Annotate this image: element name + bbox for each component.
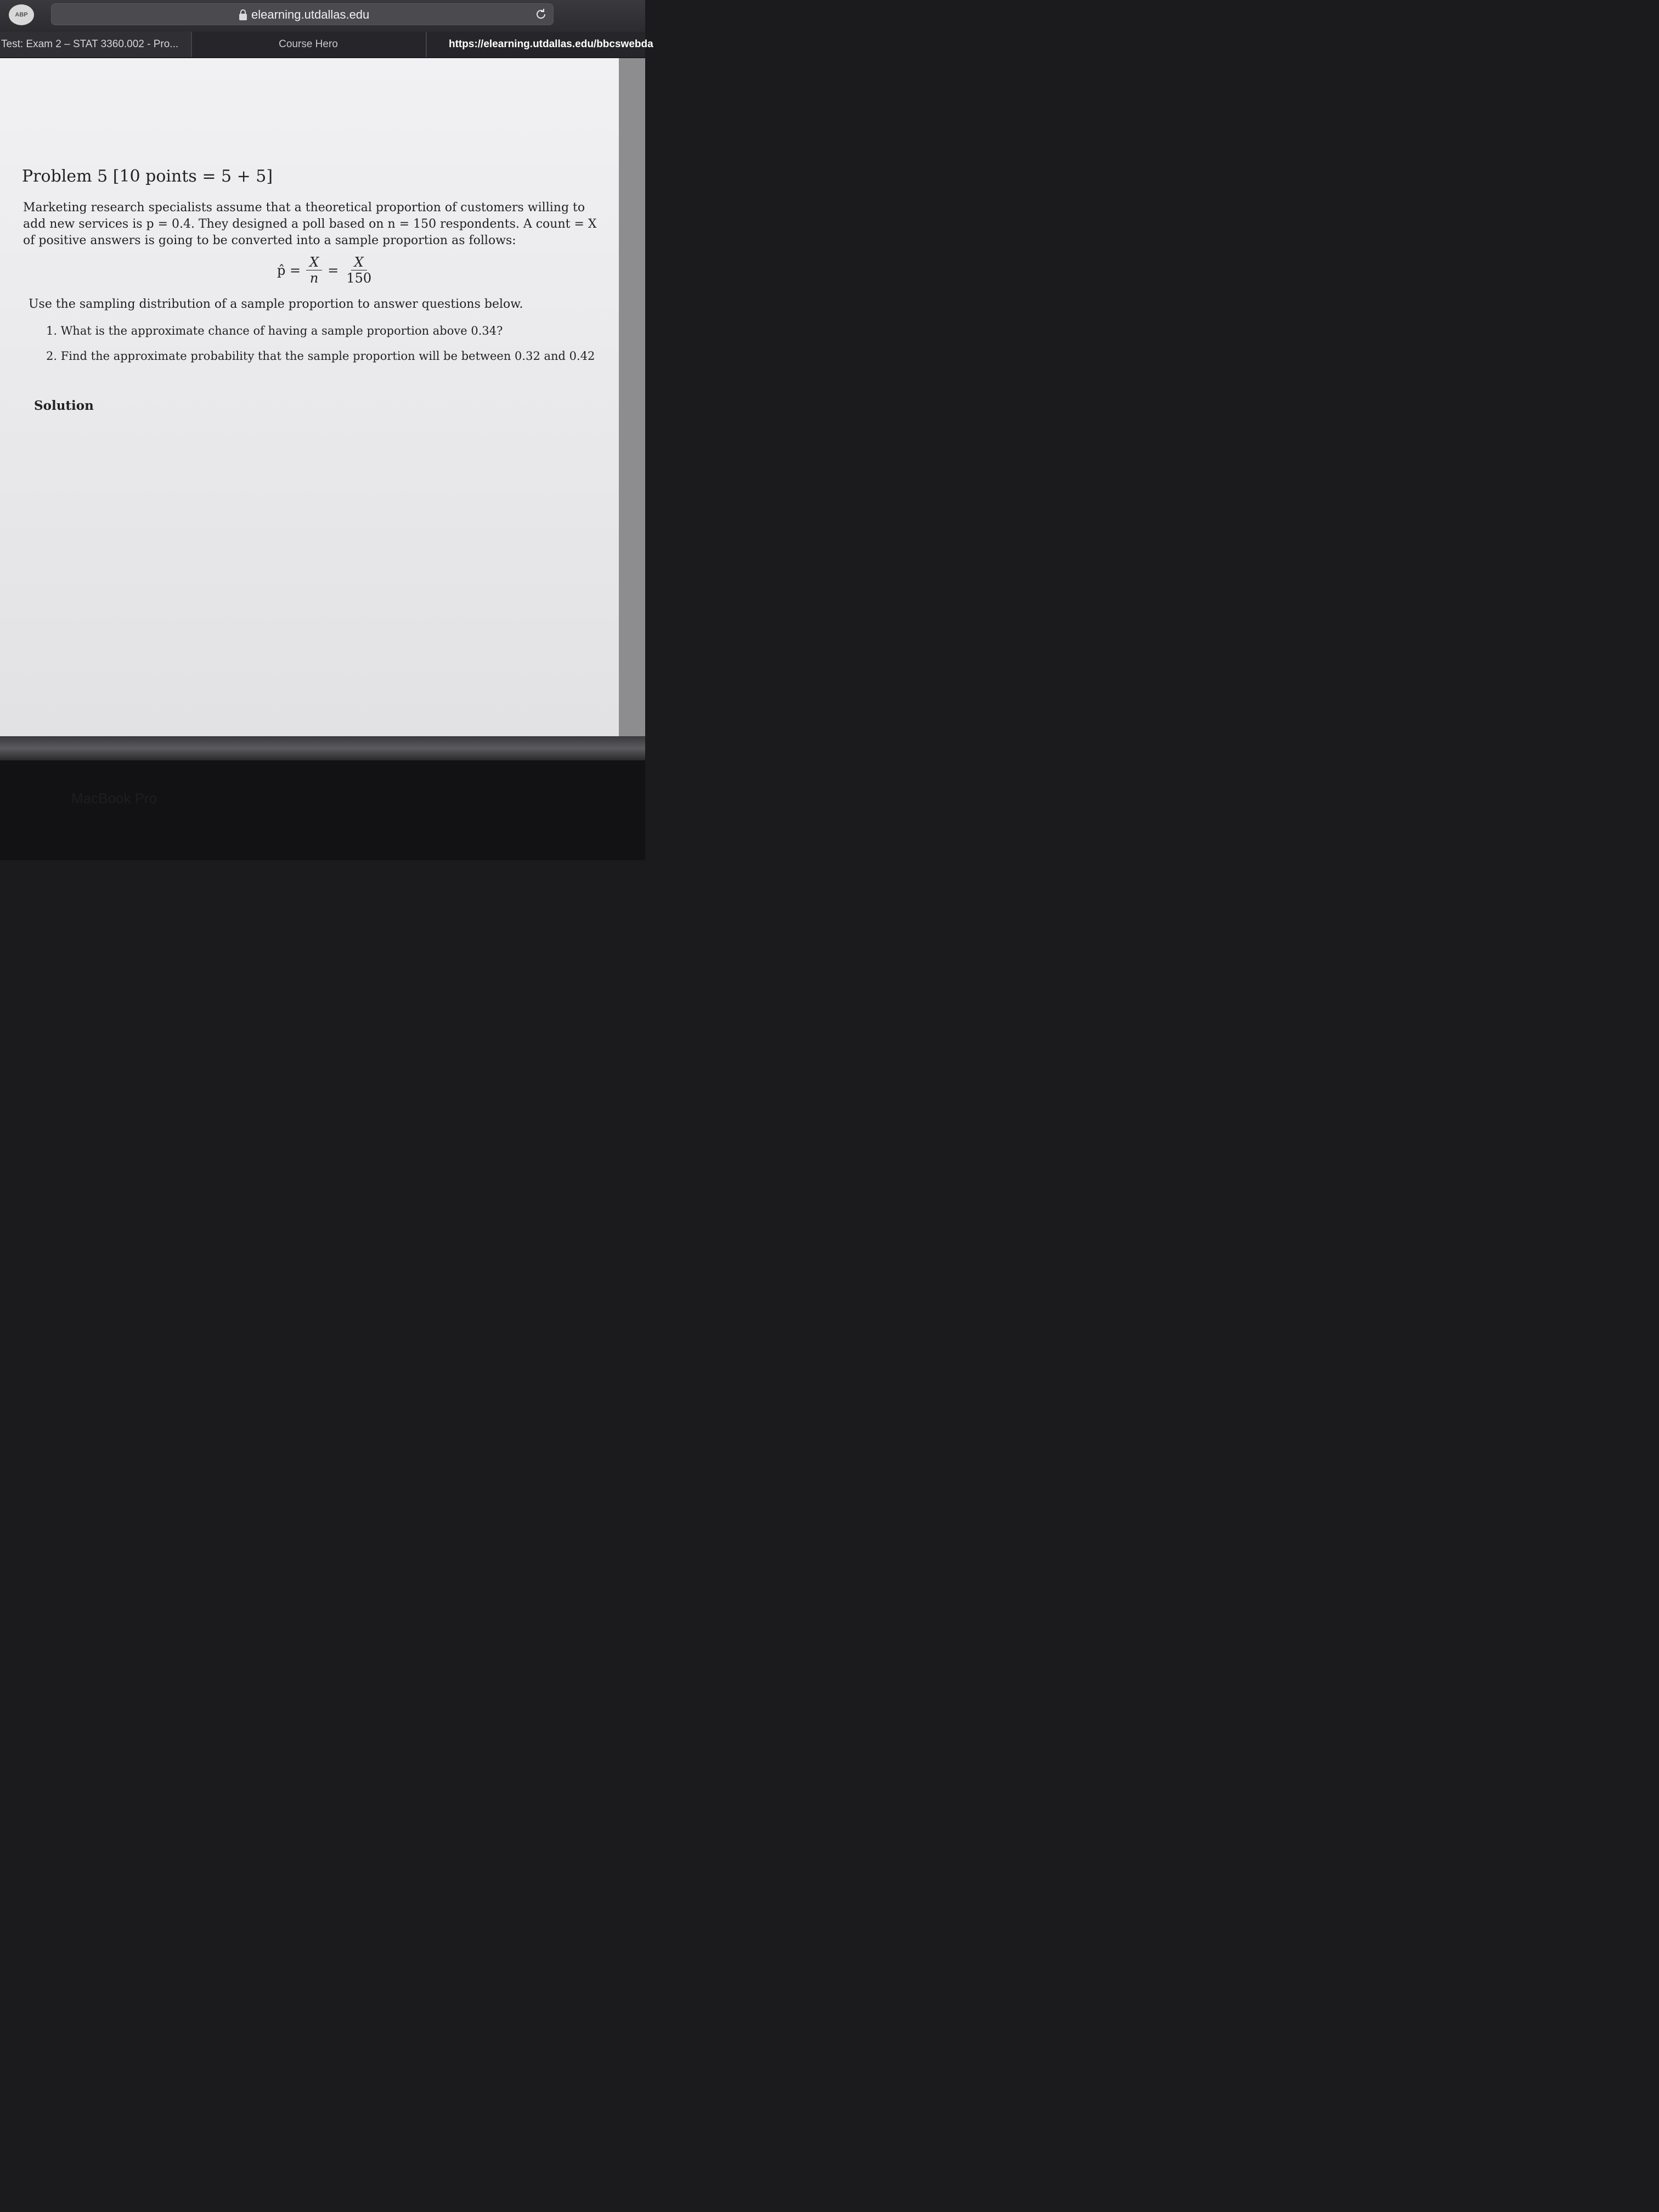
formula-lhs: p̂ = xyxy=(277,262,301,278)
tab-bar xyxy=(0,32,653,58)
browser-toolbar xyxy=(0,0,645,32)
sample-proportion-formula xyxy=(277,255,376,286)
reload-icon[interactable] xyxy=(534,8,548,21)
formula-equals: = xyxy=(328,262,339,278)
window-edge xyxy=(619,58,645,736)
problem-title: Problem 5 [10 points = 5 + 5] xyxy=(22,167,273,186)
laptop-label: MacBook Pro xyxy=(71,790,157,806)
document-page xyxy=(0,58,645,736)
question-1: 1. What is the approximate chance of having a sample proportion above 0.34? xyxy=(46,324,503,337)
url-text: elearning.utdallas.edu xyxy=(251,8,370,21)
problem-paragraph: Marketing research specialists assume that a theoretical proportion of customers willing to add new services is p = 0.4. They designed a poll based on n = 150 respondents. A count = X of positive answers is going to be converted into a sample proportion as follows: xyxy=(23,201,597,247)
questions-intro: Use the sampling distribution of a sample proportion to answer questions below. xyxy=(29,297,523,311)
laptop-bezel xyxy=(0,760,645,860)
solution-heading: Solution xyxy=(34,398,94,413)
fraction-numerator: X xyxy=(351,255,367,270)
address-bar[interactable] xyxy=(51,3,554,25)
tab-exam[interactable]: Test: Exam 2 – STAT 3360.002 - Pro... xyxy=(0,32,192,57)
fraction-numerator: X xyxy=(306,255,322,270)
fraction-x-over-150 xyxy=(344,255,374,286)
fraction-denominator: 150 xyxy=(346,270,372,286)
address-text xyxy=(238,8,369,22)
tab-course-hero[interactable]: Course Hero xyxy=(191,32,427,57)
fraction-denominator: n xyxy=(309,270,319,286)
tab-bbcswebdav[interactable]: https://elearning.utdallas.edu/bbcswebda xyxy=(449,38,653,50)
fraction-x-over-n xyxy=(306,255,322,286)
question-2: 2. Find the approximate probability that the sample proportion will be between 0.32 and 0.42 xyxy=(46,349,595,363)
lock-icon xyxy=(238,9,248,21)
dock-strip xyxy=(0,736,645,760)
adblock-icon[interactable]: ABP xyxy=(9,4,34,25)
